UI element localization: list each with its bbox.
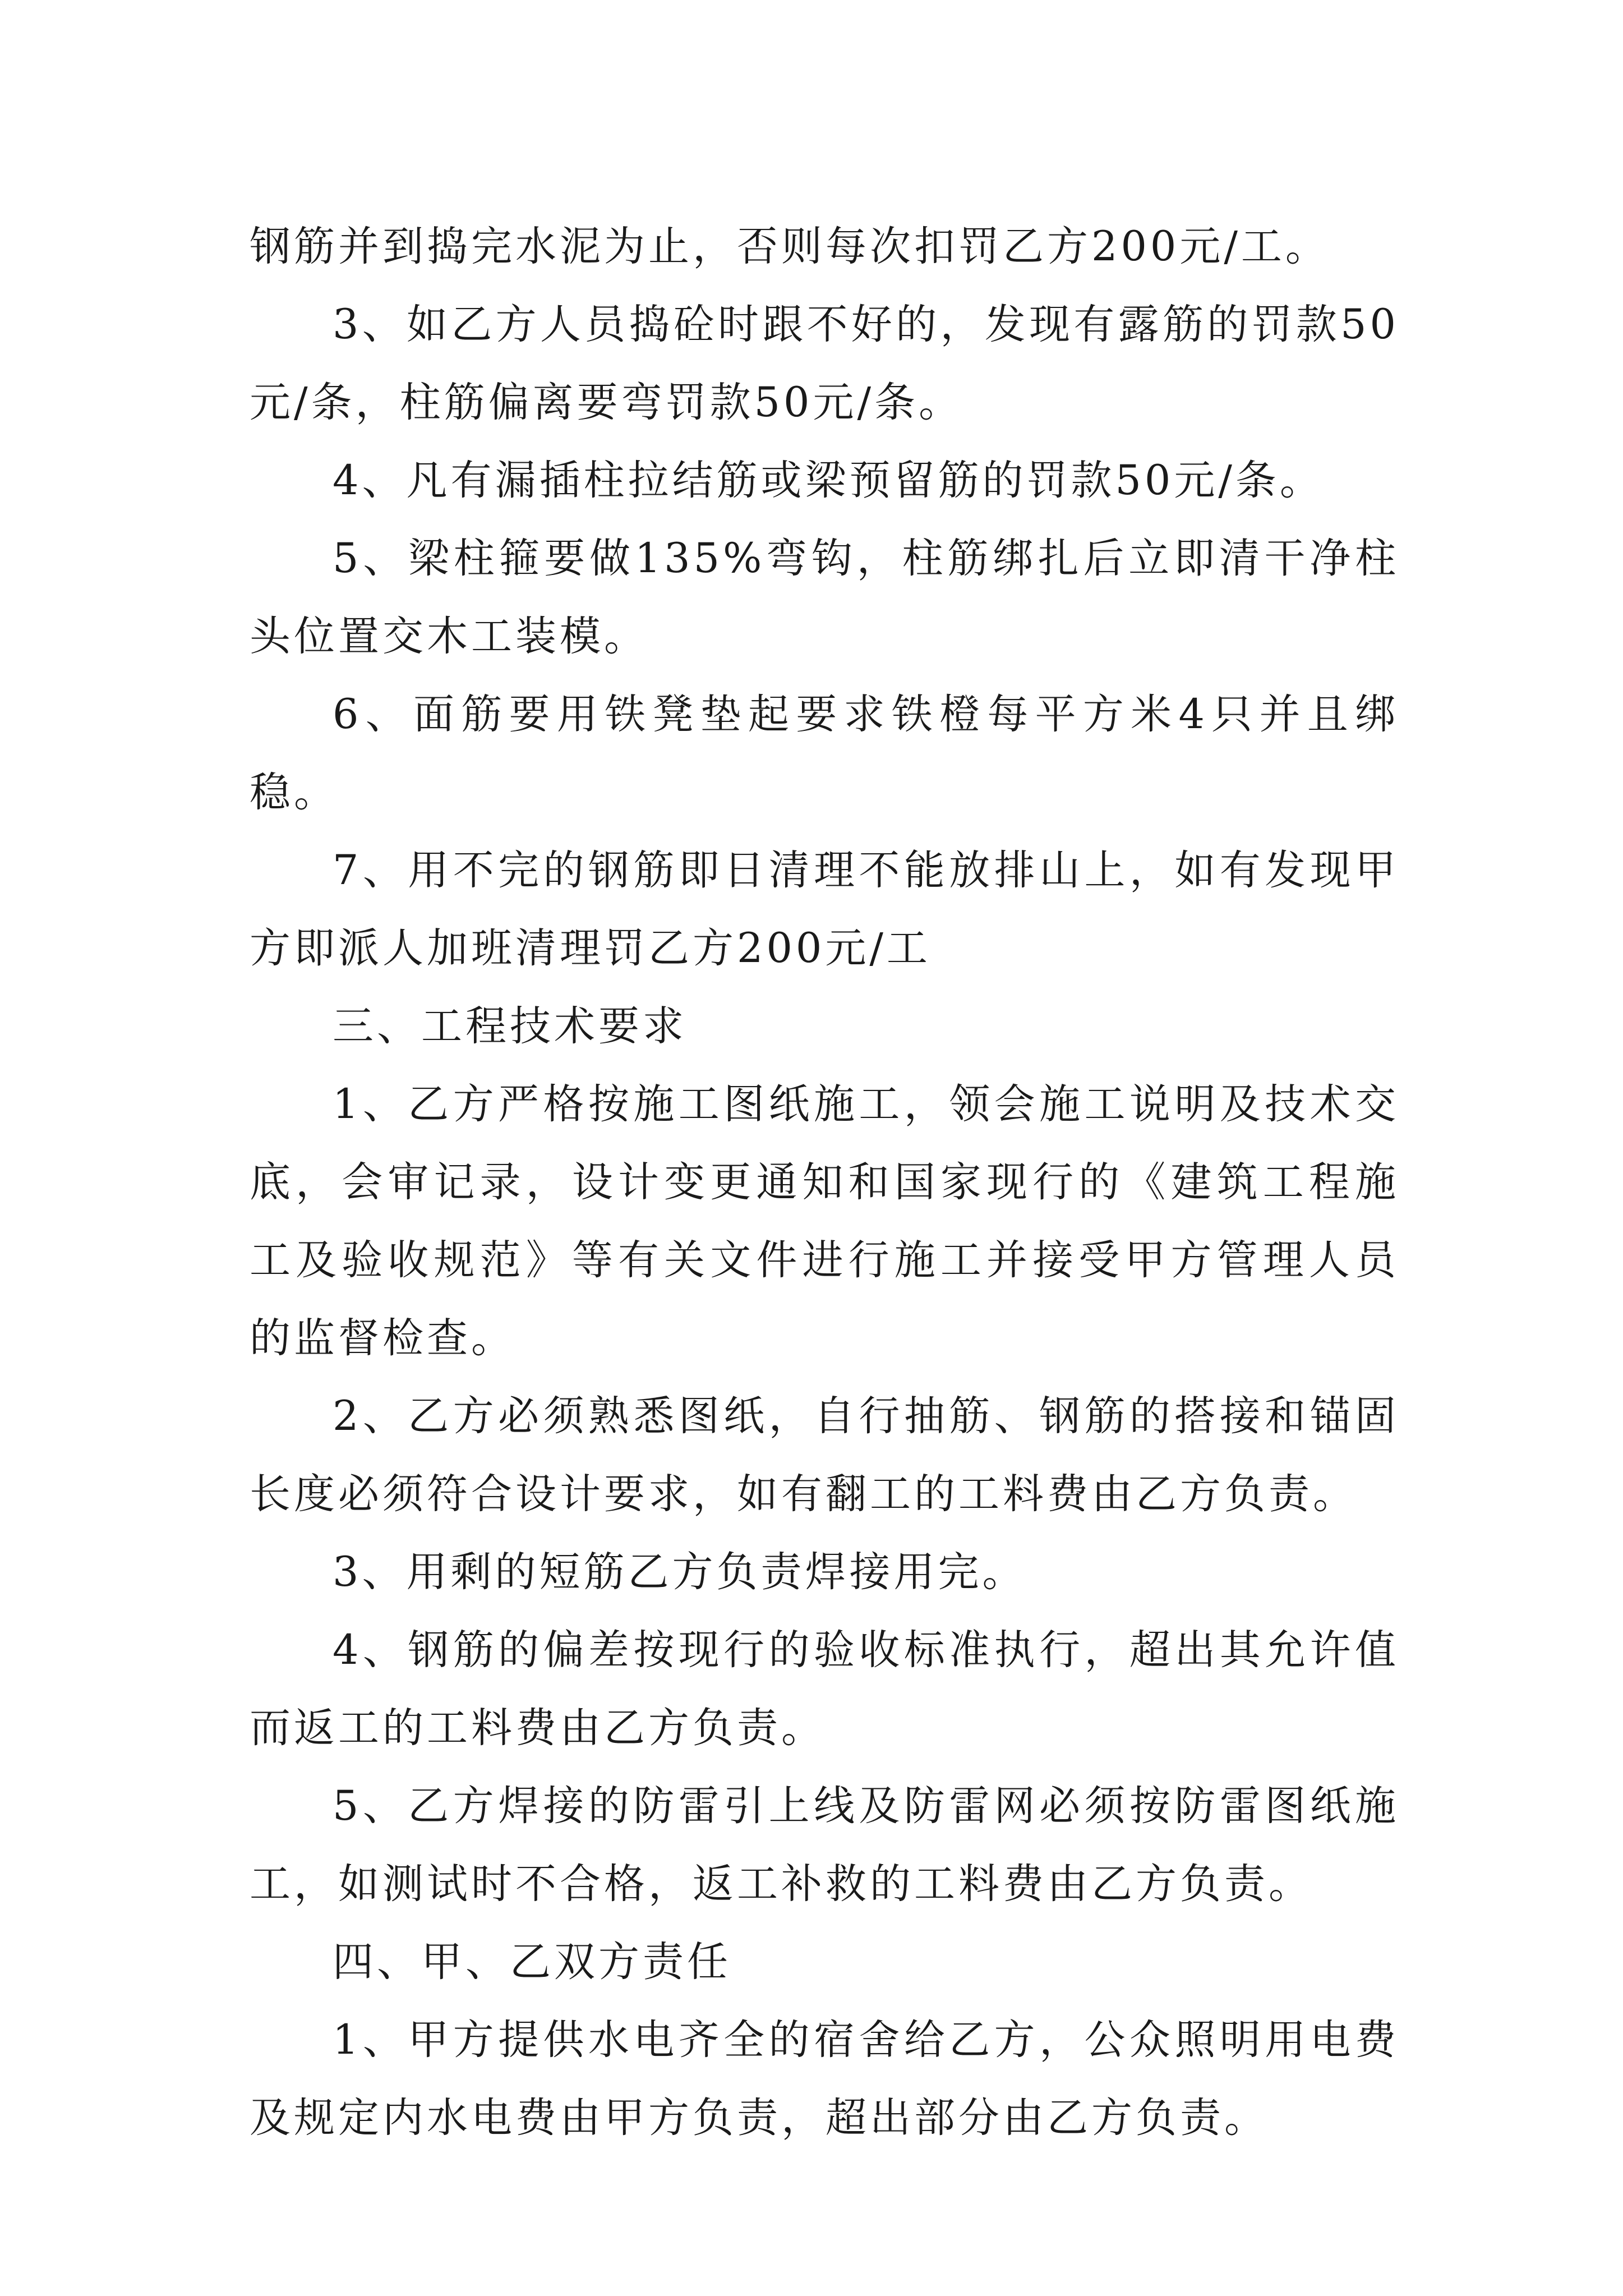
section-heading-responsibilities: 四、甲、乙双方责任 — [333, 1938, 731, 1986]
paragraph-item-5-stirrup-hook: 5、梁柱箍要做135%弯钩，柱筋绑扎后立即清干净柱头位置交木工装模。 — [250, 535, 1399, 660]
paragraph-tech-3-short-rebar: 3、用剩的短筋乙方负责焊接用完。 — [333, 1548, 1027, 1596]
paragraph-tech-5-lightning: 5、乙方焊接的防雷引上线及防雷网必须按防雷图纸施工，如测试时不合格，返工补救的工料费由乙方负责。 — [250, 1782, 1399, 1908]
paragraph-tech-4-deviation: 4、钢筋的偏差按现行的验收标准执行，超出其允许值而返工的工料费由乙方负责。 — [250, 1626, 1399, 1752]
paragraph-resp-1-dormitory: 1、甲方提供水电齐全的宿舍给乙方，公众照明用电费及规定内水电费由甲方负责，超出部分由乙方负责。 — [250, 2016, 1399, 2142]
paragraph-tech-1-drawings: 1、乙方严格按施工图纸施工，领会施工说明及技术交底，会审记录，设计变更通知和国家现行的《建筑工程施工及验收规范》等有关文件进行施工并接受甲方管理人员的监督检查。 — [250, 1080, 1399, 1362]
paragraph-item-7-leftover-rebar: 7、用不完的钢筋即日清理不能放排山上，如有发现甲方即派人加班清理罚乙方200元/工 — [250, 846, 1399, 972]
section-heading-technical-requirements: 三、工程技术要求 — [333, 1002, 687, 1050]
paragraph-item-4-missing-rebar: 4、凡有漏插柱拉结筋或梁预留筋的罚款50元/条。 — [333, 457, 1324, 504]
paragraph-item-3-exposed-rebar: 3、如乙方人员捣砼时跟不好的，发现有露筋的罚款50元/条，柱筋偏离要弯罚款50元/条。 — [250, 301, 1399, 426]
paragraph-item-6-rebar-chairs: 6、面筋要用铁凳垫起要求铁橙每平方米4只并且绑稳。 — [250, 691, 1399, 816]
paragraph-continuation: 钢筋并到捣完水泥为止，否则每次扣罚乙方200元/工。 — [250, 223, 1330, 270]
paragraph-tech-2-familiarize: 2、乙方必须熟悉图纸，自行抽筋、钢筋的搭接和锚固长度必须符合设计要求，如有翻工的工料费由乙方负责。 — [250, 1392, 1399, 1518]
document-body — [250, 208, 1399, 2157]
